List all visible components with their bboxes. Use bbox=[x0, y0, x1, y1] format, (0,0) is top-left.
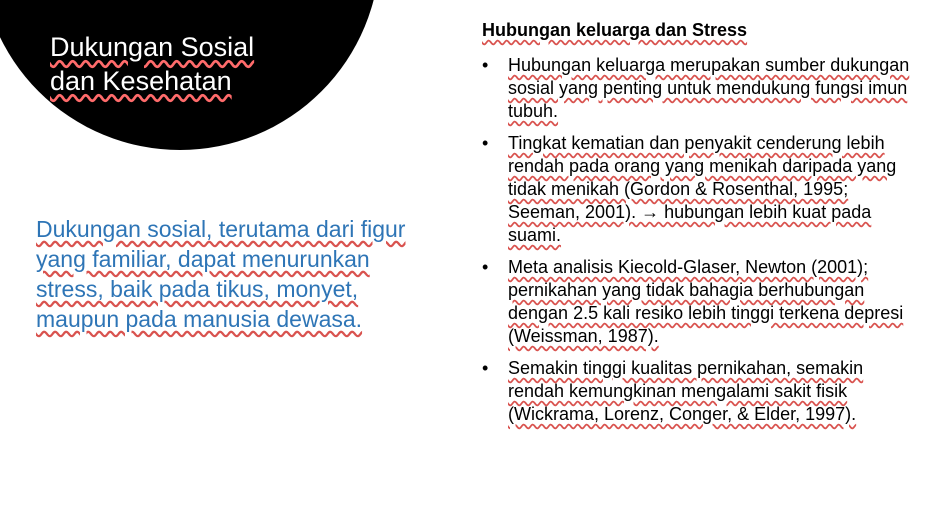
bullet-text: Meta analisis Kiecold-Glaser, Newton (2001); pernikahan yang tidak bahagia berhubungan dengan 2.5 kali resiko lebih tinggi terkena depresi (Weissman, 1987). bbox=[508, 257, 904, 346]
slide-title bbox=[50, 30, 254, 98]
bullet-text: Tingkat kematian dan penyakit cenderung lebih rendah pada orang yang menikah daripada yang tidak menikah (Gordon & Rosenthal, 1995; Seeman, 2001). → hubungan lebih kuat pada suami. bbox=[508, 133, 897, 245]
bullet-text: Hubungan keluarga merupakan sumber dukungan sosial yang penting untuk mendukung fungsi imun tubuh. bbox=[508, 55, 910, 121]
bullet-item-2 bbox=[482, 132, 922, 247]
bullet-item-3 bbox=[482, 256, 922, 348]
bullet-marker: • bbox=[482, 133, 489, 153]
section-heading: Hubungan keluarga dan Stress bbox=[482, 20, 748, 40]
bullet-marker: • bbox=[482, 358, 489, 378]
bullet-text: Semakin tinggi kualitas pernikahan, semakin rendah kemungkinan mengalami sakit fisik (Wickrama, Lorenz, Conger, & Elder, 1997). bbox=[508, 358, 864, 424]
bullet-item-4 bbox=[482, 357, 922, 426]
bullet-marker: • bbox=[482, 55, 489, 75]
bullet-list bbox=[482, 54, 922, 426]
title-line-1: Dukungan Sosial bbox=[50, 32, 255, 62]
left-summary-text: Dukungan sosial, terutama dari figur yang familiar, dapat menurunkan stress, baik pada tikus, monyet, maupun pada manusia dewasa. bbox=[36, 216, 406, 332]
title-line-2: dan Kesehatan bbox=[50, 66, 232, 96]
bullet-marker: • bbox=[482, 257, 489, 277]
bullet-item-1 bbox=[482, 54, 922, 123]
right-content bbox=[482, 18, 922, 435]
